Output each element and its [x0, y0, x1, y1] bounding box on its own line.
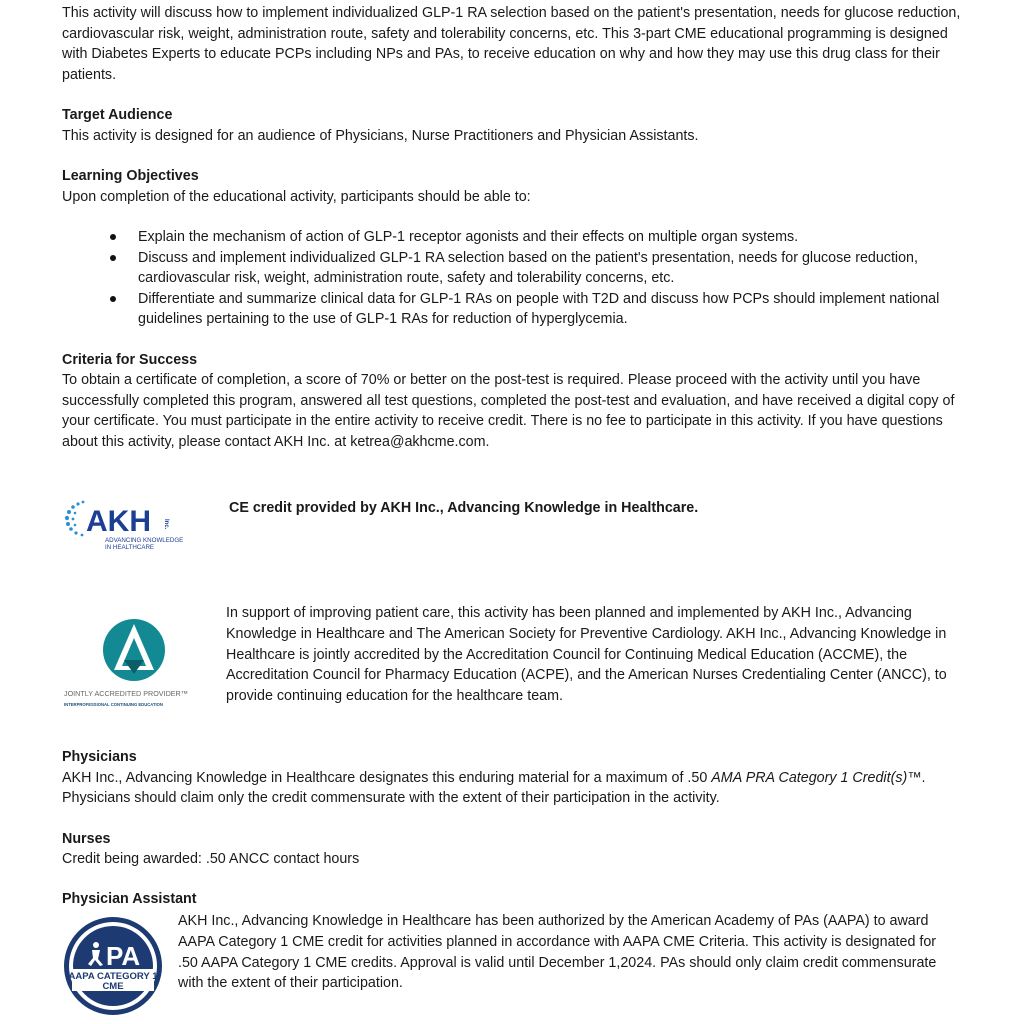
jap-caption-1: JOINTLY ACCREDITED PROVIDER™ [64, 689, 188, 698]
learning-objectives-section [62, 166, 962, 330]
physicians-text-italic: AMA PRA Category 1 Credit(s) [711, 769, 908, 786]
nurses-section [62, 829, 962, 870]
nurses-heading: Nurses [62, 830, 111, 847]
target-audience-section [62, 105, 962, 146]
physicians-heading: Physicians [62, 749, 137, 765]
badge-line-2: CME [102, 981, 124, 992]
akh-credit-line: CE credit provided by AKH Inc., Advancing Knowledge in Healthcare. [229, 500, 699, 516]
akh-logo-inc: Inc. [163, 519, 169, 530]
pa-heading: Physician Assistant [62, 891, 197, 907]
aapa-badge-graphic [62, 915, 164, 1017]
objectives-list [62, 227, 962, 330]
jap-caption-2: INTERPROFESSIONAL CONTINUING EDUCATION [64, 702, 163, 707]
credit-sections [62, 747, 962, 870]
learning-objectives-heading: Learning Objectives [62, 168, 199, 184]
list-item: Discuss and implement individualized GLP-1 RA selection based on the patient's presentation, needs for glucose reduction, cardiovascular risk, weight, administration route, safety and tolerability concerns, etc. [138, 248, 962, 289]
learning-objectives-intro: Upon completion of the educational activity, participants should be able to: [62, 188, 531, 205]
akh-tagline-2: IN HEALTHCARE [105, 544, 155, 551]
badge-main-text: PA [106, 941, 141, 971]
akh-tagline-1: ADVANCING KNOWLEDGE [105, 537, 184, 544]
intro-paragraph: This activity will discuss how to implement individualized GLP-1 RA selection based on the patient's presentation, needs for glucose reduction, cardiovascular risk, weight, administration route, safety and tolerability concerns, etc. This 3-part CME educational programming is designed with Diabetes Experts to educate PCPs including NPs and PAs, to receive education on why and how they may use this drug class for their patients. [62, 5, 961, 83]
akh-logo [62, 495, 222, 560]
list-item: Explain the mechanism of action of GLP-1 receptor agonists and their effects on multiple organ systems. [138, 227, 962, 248]
criteria-section [62, 350, 962, 453]
jointly-accredited-graphic [62, 612, 212, 712]
document-body [62, 3, 962, 452]
akh-logo-graphic [62, 495, 222, 560]
badge-line-1: AAPA CATEGORY 1 [68, 971, 158, 982]
target-audience-text: This activity is designed for an audience of Physicians, Nurse Practitioners and Physician Assistants. [62, 127, 699, 144]
aapa-badge [62, 915, 164, 1017]
target-audience-heading: Target Audience [62, 107, 173, 123]
akh-logo-text: AKH [86, 505, 151, 538]
joint-accreditation-text: In support of improving patient care, this activity has been planned and implemented by AKH Inc., Advancing Knowledge in Healthcare and The American Society for Preventive Cardiology. AKH Inc., Advancing Knowledge in Healthcare is jointly accredited by the Accreditation Council for Continuing Medical Education (ACCME), the Accreditation Council for Pharmacy Education (ACPE), and the American Nurses Credentialing Center (ANCC), to provide continuing education for the healthcare team. [226, 605, 947, 705]
physicians-text [62, 768, 962, 809]
jointly-accredited-logo [62, 612, 212, 712]
pa-text: AKH Inc., Advancing Knowledge in Healthcare has been authorized by the American Academy of PAs (AAPA) to award AAPA Category 1 CME credit for activities planned in accordance with AAPA CME Criteria. This activity is designated for .50 AAPA Category 1 CME credits. Approval is valid until December 1,2024. PAs should only claim credit commensurate with the extent of their participation. [178, 913, 937, 992]
physicians-text-pre: AKH Inc., Advancing Knowledge in Healthcare designates this enduring material for a maximum of .50 [62, 769, 712, 786]
physicians-text-post: ™. Physicians should claim only the credit commensurate with the extent of their participation in the activity. [62, 769, 926, 806]
criteria-text: To obtain a certificate of completion, a score of 70% or better on the post-test is required. Please proceed with the activity until you have successfully completed this program, answered all test questions, completed the post-test and evaluation, and have received a digital copy of your certificate. You must participate in the entire activity to receive credit. There is no fee to participate in this activity. If you have questions about this activity, please contact AKH Inc. at ketrea@akhcme.com. [62, 372, 955, 450]
nurses-text: Credit being awarded: .50 ANCC contact hours [62, 851, 360, 867]
list-item: Differentiate and summarize clinical data for GLP-1 RAs on people with T2D and discuss how PCPs should implement national guidelines pertaining to the use of GLP-1 RAs for reduction of hyperglycemia. [138, 289, 962, 330]
criteria-heading: Criteria for Success [62, 351, 198, 368]
